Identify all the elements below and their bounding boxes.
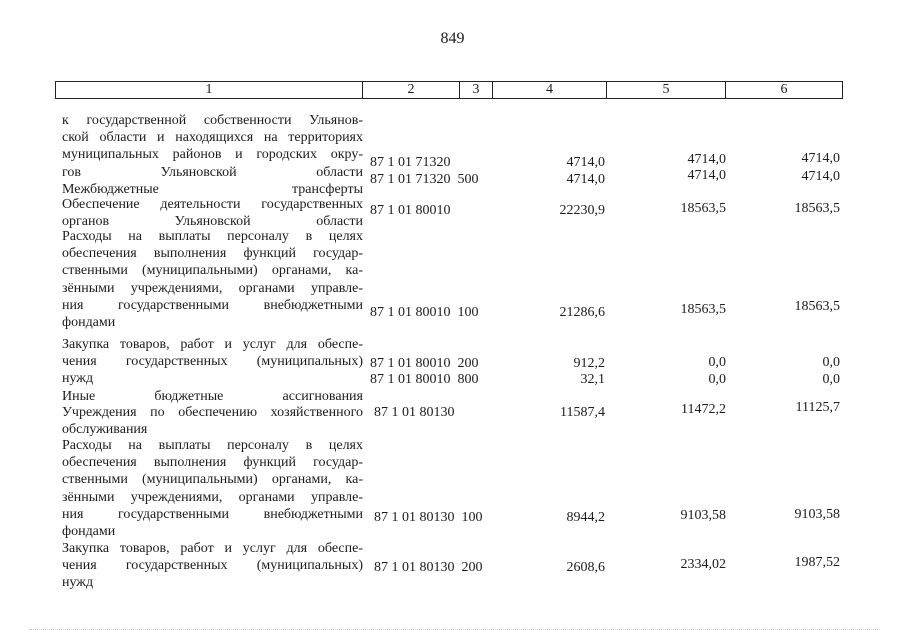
description-line: фондами bbox=[62, 524, 116, 540]
classification-code: 87 1 01 80130 bbox=[374, 560, 455, 575]
amount-col-5: 18563,5 bbox=[680, 302, 726, 317]
description-line: нужд bbox=[62, 371, 94, 387]
amount-col-5: 4714,0 bbox=[687, 168, 726, 183]
description-line: ния государственными внебюджетными bbox=[62, 506, 363, 522]
description-line: обеспечения выполнения функций государ- bbox=[62, 246, 363, 262]
amount-col-4: 4714,0 bbox=[566, 172, 605, 187]
row-code bbox=[370, 172, 479, 188]
row-description bbox=[62, 437, 363, 540]
row-code bbox=[370, 203, 451, 219]
description-line: фондами bbox=[62, 315, 116, 331]
description-line: чения государственных (муниципальных) bbox=[62, 558, 363, 574]
header-col-5: 5 bbox=[662, 82, 670, 97]
amount-col-6: 4714,0 bbox=[801, 169, 840, 184]
header-col-3: 3 bbox=[472, 82, 480, 97]
row-description bbox=[62, 404, 363, 438]
row-description bbox=[62, 388, 363, 405]
expense-type-code: 100 bbox=[461, 510, 483, 525]
row-description bbox=[62, 336, 363, 388]
description-line: ственными (муниципальными) органами, ка- bbox=[62, 472, 363, 488]
amount-col-6: 11125,7 bbox=[795, 400, 840, 415]
classification-code: 87 1 01 80010 bbox=[370, 203, 451, 218]
amount-col-5: 9103,58 bbox=[680, 508, 726, 523]
row-code bbox=[374, 510, 483, 526]
table-header bbox=[55, 81, 843, 99]
amount-col-5: 2334,02 bbox=[680, 557, 726, 572]
classification-code: 87 1 01 80010 bbox=[370, 372, 451, 387]
description-line: гов Ульяновской области bbox=[62, 164, 363, 180]
header-col-1: 1 bbox=[205, 82, 213, 97]
classification-code: 87 1 01 80010 bbox=[370, 356, 451, 371]
amount-col-5: 0,0 bbox=[708, 372, 726, 387]
expense-type-code: 200 bbox=[457, 356, 479, 371]
expense-type-code: 500 bbox=[457, 172, 479, 187]
classification-code: 87 1 01 80130 bbox=[374, 510, 455, 525]
description-line: Расходы на выплаты персоналу в целях bbox=[62, 438, 363, 453]
header-col-2: 2 bbox=[407, 82, 415, 97]
row-code bbox=[370, 372, 479, 388]
description-line: к государственной собственности Ульянов- bbox=[62, 113, 363, 128]
description-line: Обеспечение деятельности государственных bbox=[62, 197, 363, 212]
row-description bbox=[62, 540, 363, 592]
amount-col-5: 4714,0 bbox=[687, 152, 726, 167]
description-line: ния государственными внебюджетными bbox=[62, 297, 363, 313]
classification-code: 87 1 01 71320 bbox=[370, 172, 451, 187]
description-line: зёнными учреждениями, органами управле- bbox=[62, 489, 363, 505]
description-line: Закупка товаров, работ и услуг для обеспе- bbox=[62, 337, 363, 352]
amount-col-6: 4714,0 bbox=[801, 151, 840, 166]
row-description bbox=[62, 228, 363, 331]
header-col-4: 4 bbox=[546, 82, 553, 97]
description-line: Закупка товаров, работ и услуг для обеспе- bbox=[62, 541, 363, 556]
expense-type-code: 100 bbox=[457, 305, 479, 320]
amount-col-4: 32,1 bbox=[580, 372, 605, 387]
description-line: обеспечения выполнения функций государ- bbox=[62, 455, 363, 471]
amount-col-5: 18563,5 bbox=[680, 201, 726, 216]
description-line: нужд bbox=[62, 575, 94, 591]
amount-col-6: 0,0 bbox=[822, 355, 840, 370]
description-line: Иные бюджетные ассигнования bbox=[62, 389, 363, 404]
row-description bbox=[62, 196, 363, 230]
row-code bbox=[370, 305, 479, 321]
description-line: муниципальных районов и городских окру- bbox=[62, 147, 363, 163]
row-code bbox=[374, 405, 455, 421]
expense-type-code: 200 bbox=[461, 560, 483, 575]
amount-col-6: 1987,52 bbox=[794, 555, 840, 570]
row-code bbox=[370, 155, 451, 171]
amount-col-4: 11587,4 bbox=[560, 405, 605, 420]
amount-col-4: 21286,6 bbox=[559, 305, 605, 320]
description-line: обслуживания bbox=[62, 422, 148, 438]
page-number: 849 bbox=[440, 30, 465, 47]
header-col-6: 6 bbox=[780, 82, 788, 97]
amount-col-4: 912,2 bbox=[573, 356, 605, 371]
description-line: органов Ульяновской области bbox=[62, 214, 363, 230]
amount-col-4: 8944,2 bbox=[566, 510, 605, 525]
amount-col-5: 0,0 bbox=[708, 355, 726, 370]
description-line: Расходы на выплаты персоналу в целях bbox=[62, 229, 363, 244]
description-line: зёнными учреждениями, органами управле- bbox=[62, 280, 363, 296]
amount-col-6: 9103,58 bbox=[794, 507, 840, 522]
scan-artifact-line bbox=[30, 629, 880, 633]
classification-code: 87 1 01 80130 bbox=[374, 405, 455, 420]
amount-col-6: 18563,5 bbox=[794, 201, 840, 216]
description-line: ственными (муниципальными) органами, ка- bbox=[62, 263, 363, 279]
amount-col-4: 4714,0 bbox=[566, 155, 605, 170]
amount-col-4: 2608,6 bbox=[566, 560, 605, 575]
amount-col-6: 0,0 bbox=[822, 372, 840, 387]
description-line: ской области и находящихся на территориях bbox=[62, 130, 363, 146]
amount-col-6: 18563,5 bbox=[794, 299, 840, 314]
classification-code: 87 1 01 80010 bbox=[370, 305, 451, 320]
row-code bbox=[370, 356, 479, 372]
classification-code: 87 1 01 71320 bbox=[370, 155, 451, 170]
amount-col-4: 22230,9 bbox=[559, 203, 605, 218]
row-description bbox=[62, 112, 363, 181]
description-line: Межбюджетные трансферты bbox=[62, 182, 363, 197]
row-code bbox=[374, 560, 483, 576]
description-line: Учреждения по обеспечению хозяйственного bbox=[62, 405, 363, 420]
amount-col-5: 11472,2 bbox=[681, 402, 726, 417]
expense-type-code: 800 bbox=[457, 372, 479, 387]
description-line: чения государственных (муниципальных) bbox=[62, 354, 363, 370]
